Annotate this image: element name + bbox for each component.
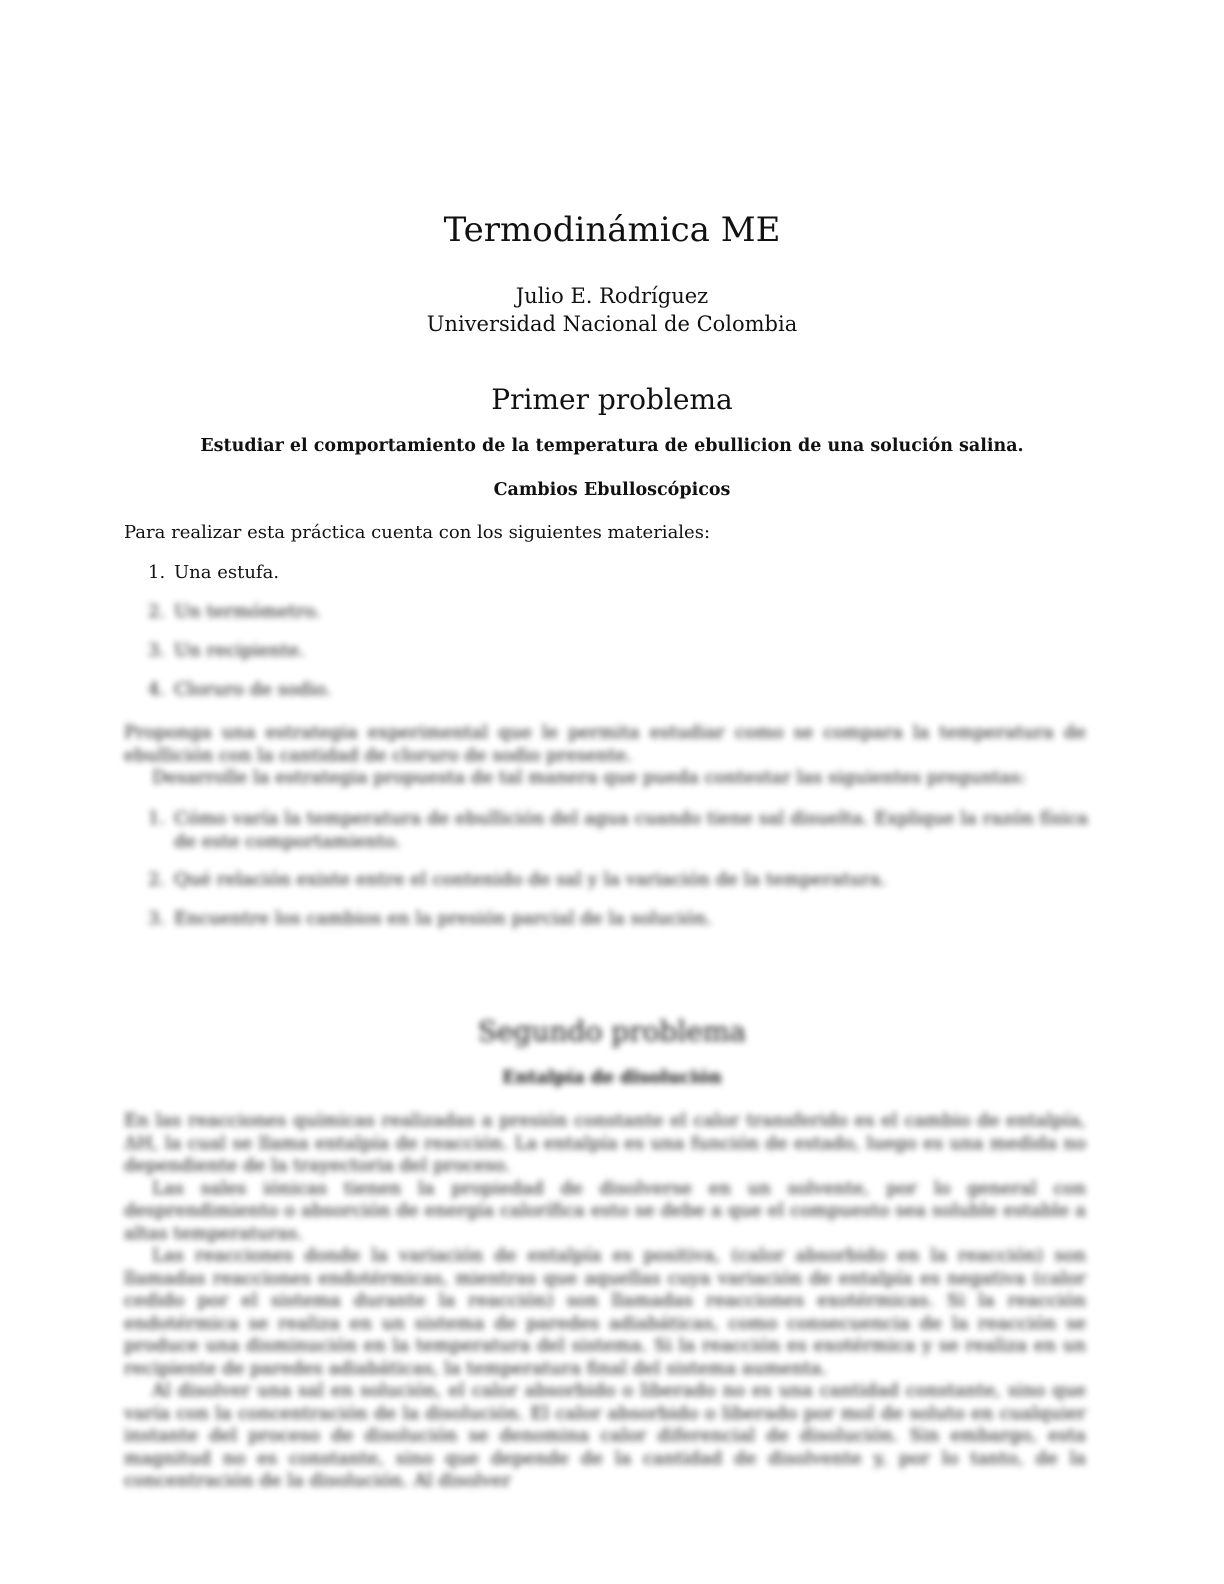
list-item bbox=[148, 679, 1088, 718]
list-number: 1. bbox=[148, 808, 166, 829]
materials-list bbox=[148, 562, 1088, 718]
paragraph: Al disolver una sal en solución, el calor absorbido o liberado no es una cantidad constante, sino que varía con la concentración de la disolución. El calor absorbido o liberado por mol de soluto en cualquier instante del proceso de disolución se denomina calor diferencial de disolución. Sin embargo, esta magnitud no es constante, sino que depende de la cantidad de disolvente y, por lo tanto, de la concentración de la disolución. Al disolver bbox=[124, 1380, 1086, 1491]
paragraph: Las reacciones donde la variación de entalpía es positiva, (calor absorbido en la reacción) son llamadas reacciones endotérmicas, mientras que aquellas cuya variación de entalpía es negativa (calor cedido por el sistema durante la reacción) son llamadas reacciones exotérmicas. Si la reacción endotérmica se realiza en un sistema de paredes adiabáticas, como consecuencia de la reacción se produce una disminución en la temperatura del sistema. Si la reacción es exotérmica y se realiza en un recipiente de paredes adiabáticas, la temperatura final del sistema aumenta. bbox=[124, 1245, 1086, 1379]
list-number: 3. bbox=[148, 640, 166, 661]
author-name: Julio E. Rodríguez bbox=[515, 284, 709, 308]
proposal-text: Proponga una estrategia experimental que le permita estudiar como se compara la temperatura de ebullición con la cantidad de cloruro de sodio presente. bbox=[124, 722, 1086, 766]
list-item bbox=[148, 562, 1088, 601]
proposal-paragraph bbox=[124, 722, 1086, 790]
section-subheading-1: Cambios Ebulloscópicos bbox=[493, 480, 731, 500]
author-block bbox=[0, 282, 1224, 338]
list-number: 2. bbox=[148, 869, 166, 890]
list-number: 4. bbox=[148, 679, 166, 700]
list-text: Encuentre los cambios en la presión parcial de la solución. bbox=[174, 907, 712, 929]
materials-intro: Para realizar esta práctica cuenta con los siguientes materiales: bbox=[124, 522, 711, 543]
author-affiliation: Universidad Nacional de Colombia bbox=[426, 312, 798, 336]
instruction-text: Desarrolle la estrategia propuesta de tal manera que pueda contestar las siguientes preguntas: bbox=[152, 767, 1026, 788]
document-title: Termodinámica ME bbox=[443, 210, 781, 250]
list-number: 1. bbox=[148, 562, 166, 583]
list-text: Un recipiente. bbox=[174, 640, 305, 661]
list-text: Qué relación existe entre el contenido de sal y la variación de la temperatura. bbox=[174, 869, 887, 890]
questions-list bbox=[148, 808, 1088, 946]
section-subheading-2: Entalpía de disolución bbox=[502, 1068, 722, 1088]
list-item bbox=[148, 640, 1088, 679]
list-item bbox=[148, 601, 1088, 640]
list-text: Una estufa. bbox=[174, 562, 280, 583]
list-item bbox=[148, 869, 1088, 892]
body-text bbox=[124, 1110, 1086, 1493]
paragraph: En las reacciones químicas realizadas a presión constante el calor transferido es el cambio de entalpía, ΔH, la cual se llama entalpía de reacción. La entalpía es una función de estado, luego es una medida no dependiente de la trayectoria del proceso. bbox=[124, 1110, 1086, 1176]
list-number: 2. bbox=[148, 601, 166, 622]
section-heading-2: Segundo problema bbox=[477, 1015, 747, 1048]
list-text: Cómo varía la temperatura de ebullición del agua cuando tiene sal disuelta. Explique la razón física de este comportamiento. bbox=[174, 808, 1088, 852]
list-item bbox=[148, 908, 1088, 931]
paragraph: Las sales iónicas tienen la propiedad de disolverse en un solvente, por lo general con desprendimiento o absorción de energía calorífica esto se debe a que el compuesto sea soluble estable a altas temperaturas. bbox=[124, 1177, 1086, 1244]
list-text: Cloruro de sodio. bbox=[174, 679, 332, 700]
list-item bbox=[148, 808, 1088, 853]
list-number: 3. bbox=[148, 907, 166, 929]
section-heading-1: Primer problema bbox=[491, 383, 733, 416]
list-text: Un termómetro. bbox=[174, 601, 321, 622]
problem-statement: Estudiar el comportamiento de la temperatura de ebullicion de una solución salina. bbox=[200, 436, 1024, 456]
